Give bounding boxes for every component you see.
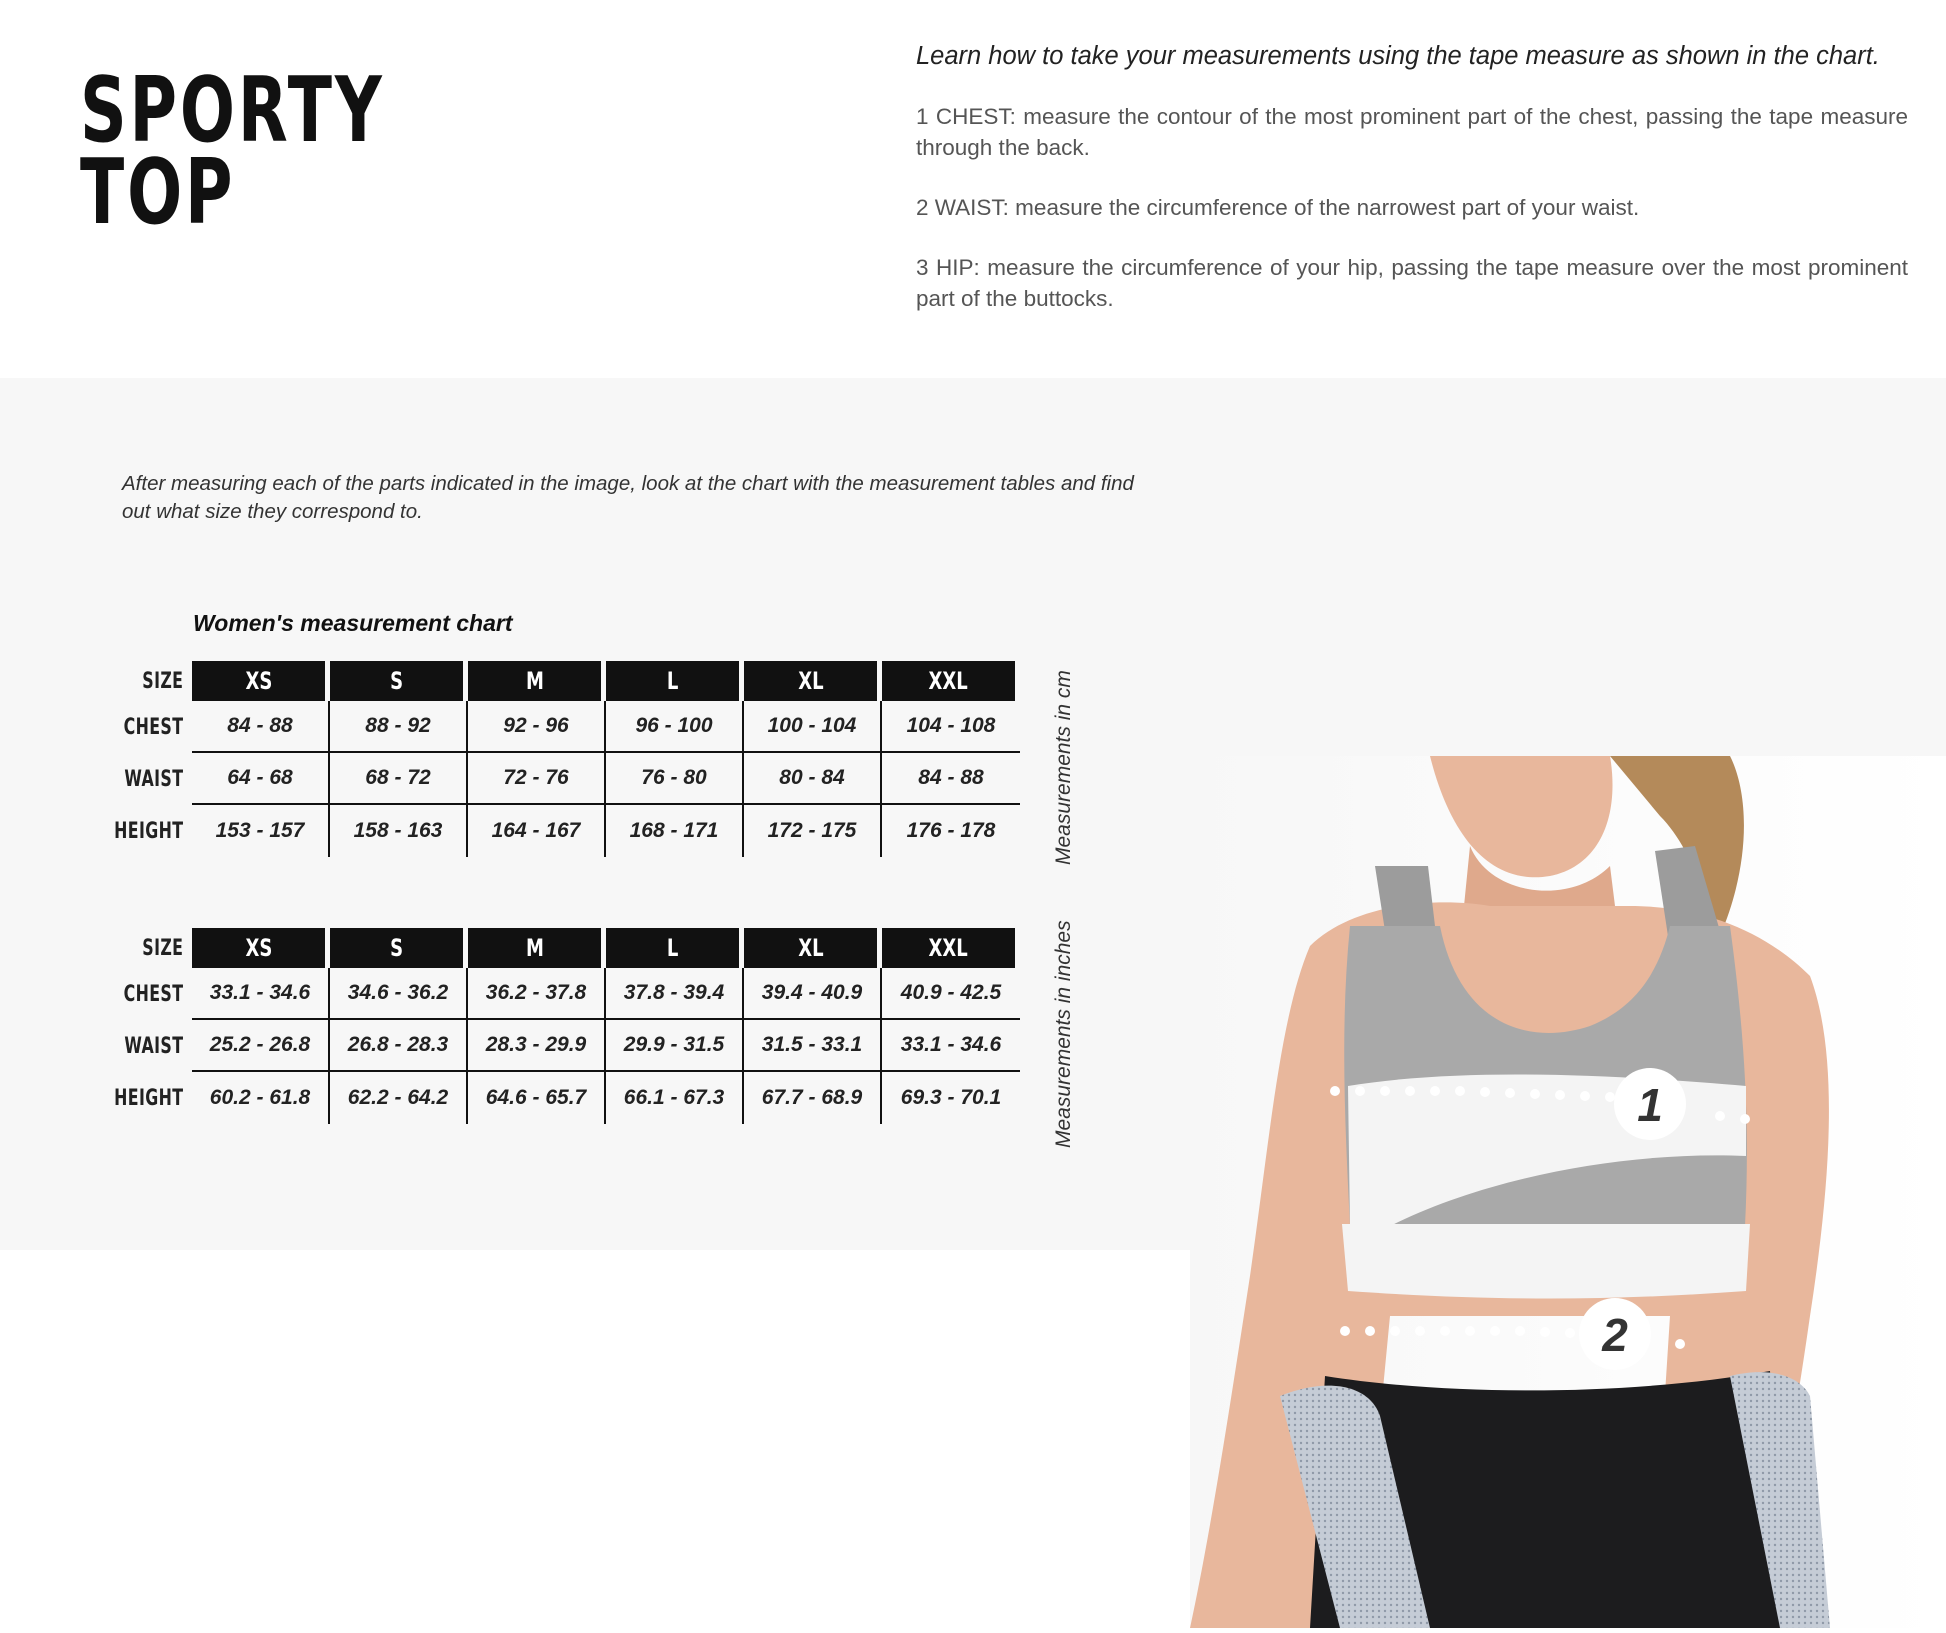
- size-chart-section: [0, 378, 1946, 1361]
- marker-label: 1: [1637, 1079, 1663, 1131]
- row-label-height: HEIGHT: [114, 1085, 184, 1111]
- table-cell: 37.8 - 39.4: [606, 968, 744, 1020]
- table-row-chest: [70, 701, 1020, 753]
- unit-label-inches: Measurements in inches: [1052, 920, 1075, 1148]
- size-header-l: L: [606, 661, 739, 701]
- size-label: SIZE: [142, 935, 184, 961]
- table-cell: 60.2 - 61.8: [192, 1072, 330, 1124]
- chart-title: Women's measurement chart: [193, 610, 513, 636]
- table-cell: 76 - 80: [606, 753, 744, 805]
- chart-usage-note: After measuring each of the parts indicated in the image, look at the chart with the measurement tables and find out what size they correspond to.: [122, 472, 1134, 523]
- instruction-hip: 3 HIP: measure the circumference of your hip, passing the tape measure over the most prominent part of the buttocks.: [916, 255, 1908, 311]
- size-header-xxl: XXL: [882, 661, 1015, 701]
- model-illustration: [1190, 756, 1946, 1628]
- instruction-chest: 1 CHEST: measure the contour of the most prominent part of the chest, passing the tape measure through the back.: [916, 104, 1908, 160]
- row-label-chest: CHEST: [123, 981, 184, 1007]
- size-header-xl: XL: [744, 928, 877, 968]
- table-row-chest: [70, 968, 1020, 1020]
- waist-marker: [1579, 1298, 1651, 1370]
- table-cell: 64.6 - 65.7: [468, 1072, 606, 1124]
- title-line-1: SPORTY: [80, 58, 385, 163]
- table-row-height: [70, 1072, 1020, 1124]
- table-cell: 31.5 - 33.1: [744, 1020, 882, 1072]
- table-cell: 100 - 104: [744, 701, 882, 753]
- table-cell: 168 - 171: [606, 805, 744, 857]
- table-cell: 176 - 178: [906, 819, 996, 842]
- table-cell: 153 - 157: [192, 805, 330, 857]
- table-cell: 33.1 - 34.6: [882, 1020, 1020, 1072]
- left-strap: [1375, 866, 1435, 931]
- table-cell: 64 - 68: [192, 753, 330, 805]
- table-cell: 72 - 76: [468, 753, 606, 805]
- table-cell: 158 - 163: [330, 805, 468, 857]
- table-row-height: [70, 805, 1020, 857]
- table-row-waist: [70, 1020, 1020, 1072]
- table-cell: 29.9 - 31.5: [606, 1020, 744, 1072]
- table-cell: 28.3 - 29.9: [468, 1020, 606, 1072]
- table-cell: 68 - 72: [330, 753, 468, 805]
- table-cell: 67.7 - 68.9: [744, 1072, 882, 1124]
- table-cell: 69.3 - 70.1: [900, 1086, 1002, 1109]
- table-cell: 40.9 - 42.5: [882, 968, 1020, 1020]
- table-cell: 39.4 - 40.9: [744, 968, 882, 1020]
- row-label-chest: CHEST: [123, 714, 184, 740]
- table-cell: 84 - 88: [192, 701, 330, 753]
- size-header-m: M: [468, 928, 601, 968]
- size-header-xs: XS: [192, 928, 325, 968]
- size-header-xs: XS: [192, 661, 325, 701]
- table-cell: 92 - 96: [468, 701, 606, 753]
- marker-label: 2: [1602, 1309, 1628, 1361]
- unit-label-cm: Measurements in cm: [1052, 670, 1075, 865]
- size-header-xxl: XXL: [882, 928, 1015, 968]
- table-cell: 25.2 - 26.8: [192, 1020, 330, 1072]
- table-cell: 96 - 100: [606, 701, 744, 753]
- table-cell: 26.8 - 28.3: [330, 1020, 468, 1072]
- table-header-row: [70, 661, 1020, 701]
- table-cell: 33.1 - 34.6: [192, 968, 330, 1020]
- size-table-cm: [70, 661, 1020, 857]
- table-cell: 80 - 84: [744, 753, 882, 805]
- size-header-m: M: [468, 661, 601, 701]
- chest-marker: [1614, 1068, 1686, 1140]
- top-hem: [1342, 1224, 1750, 1299]
- table-cell: 164 - 167: [468, 805, 606, 857]
- title-line-2: TOP: [80, 140, 236, 245]
- size-table-inches: [70, 928, 1020, 1124]
- size-header-xl: XL: [744, 661, 877, 701]
- table-header-row: [70, 928, 1020, 968]
- table-cell: 84 - 88: [882, 753, 1020, 805]
- product-title: [80, 58, 385, 245]
- table-cell: 88 - 92: [330, 701, 468, 753]
- table-cell: 66.1 - 67.3: [606, 1072, 744, 1124]
- size-label: SIZE: [142, 668, 184, 694]
- table-cell: 172 - 175: [744, 805, 882, 857]
- row-label-waist: WAIST: [124, 766, 184, 792]
- table-cell: 34.6 - 36.2: [330, 968, 468, 1020]
- table-cell: 104 - 108: [882, 701, 1020, 753]
- size-header-s: S: [330, 928, 463, 968]
- measurement-instructions: [916, 42, 1908, 343]
- size-header-l: L: [606, 928, 739, 968]
- table-cell: 62.2 - 64.2: [330, 1072, 468, 1124]
- instruction-waist: 2 WAIST: measure the circumference of the narrowest part of your waist.: [916, 195, 1640, 220]
- table-row-waist: [70, 753, 1020, 805]
- table-cell: 36.2 - 37.8: [468, 968, 606, 1020]
- instructions-intro: Learn how to take your measurements using the tape measure as shown in the chart.: [916, 42, 1880, 70]
- size-header-s: S: [330, 661, 463, 701]
- model-figure: [1190, 756, 1946, 1628]
- row-label-waist: WAIST: [124, 1033, 184, 1059]
- row-label-height: HEIGHT: [114, 818, 184, 844]
